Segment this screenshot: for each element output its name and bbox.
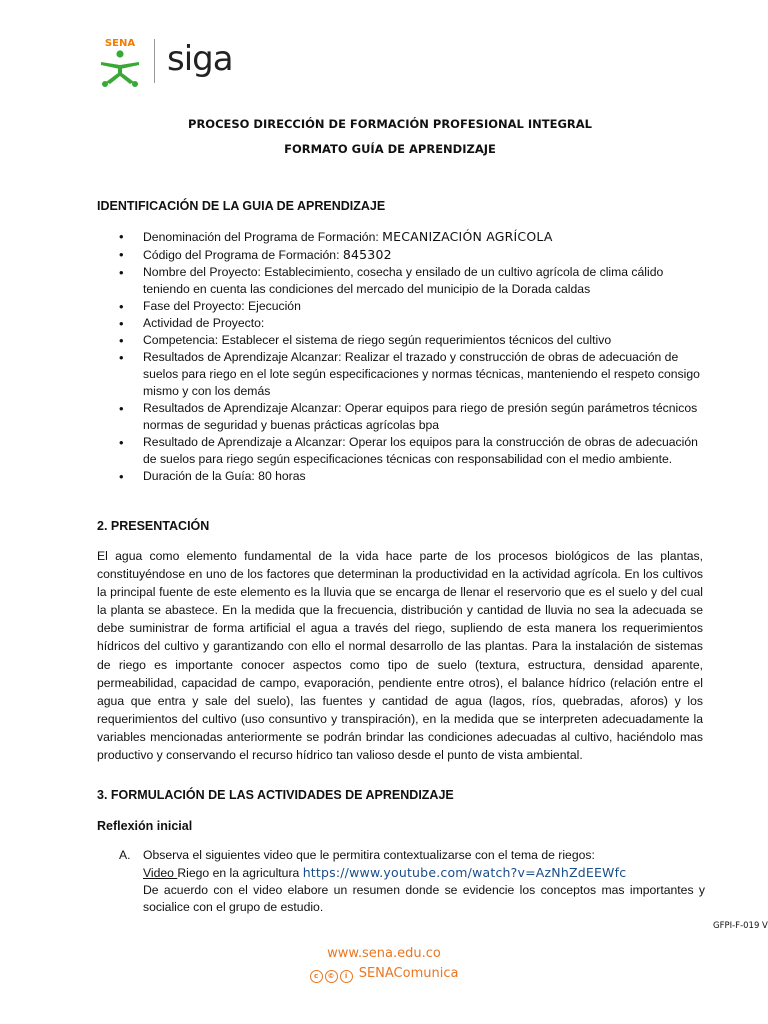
activities-list [97,847,705,916]
creative-commons-icon: c [310,970,323,983]
list-item: • Código del Programa de Formación: 845302 [97,246,707,264]
video-line [143,864,705,882]
identification-heading: IDENTIFICACIÓN DE LA GUIA DE APRENDIZAJE [97,199,386,213]
document-code: GFPI-F-019 V [713,921,768,931]
activity-task: De acuerdo con el video elabore un resumen donde se evidencie los conceptos mas importantes y socialice con el grupo de estudio. [143,883,705,914]
list-item: • Duración de la Guía: 80 horas [97,468,707,485]
presentation-paragraph: El agua como elemento fundamental de la vida hace parte de los procesos biológicos de las plantas, constituyéndose en uno de los factores que determinan la productividad en la actividad agrícola. En los cultivos la principal fuente de este elemento es la lluvia que se encarga de llenar el reservorio que es el suelo y del cual la planta se abastece. En la medida que la frecuencia, distribución y cantidad de lluvia no sea la adecuada se debe suministrar de forma artificial el agua a través del riego, supliendo de esta manera los requerimientos hídricos del cultivo y garantizando con ello el normal desarrollo de las plantas. Para la instalación de sistemas de riego es importante conocer aspectos como tipo de suelo (textura, estructura, densidad aparente, permeabilidad, capacidad de campo, evaporación, pendiente entre otros), el balance hídrico (relación entre el agua que entra y sale del suelo), las fuentes y cantidad de agua (lagos, ríos, quebradas, aforos) y los requerimientos del cultivo (uso consuntivo y transpiración), en la medida que se interpreten adecuadamente la variables mencionadas anteriormente se podrán brindar las condiciones adecuadas al cultivo, haciéndolo mas productivo y conservando el recurso hídrico tan valioso desde el punto de vista ambiental. [97,549,703,763]
sena-logo [96,36,144,86]
footer-website[interactable]: www.sena.edu.co [327,946,441,961]
list-item: • Fase del Proyecto: Ejecución [97,298,707,315]
info-icon: i [340,970,353,983]
list-item [97,847,705,916]
list-item: • Denominación del Programa de Formación: MECANIZACIÓN AGRÍCOLA [97,228,707,246]
video-label: Video [143,866,178,880]
process-title: PROCESO DIRECCIÓN DE FORMACIÓN PROFESIONAL INTEGRAL [188,117,592,131]
sena-logo-text: SENA [104,38,136,49]
youtube-link[interactable]: https://www.youtube.com/watch?v=AzNhZdEEWfc [302,865,627,880]
format-title: FORMATO GUÍA DE APRENDIZAJE [284,142,496,156]
header-logos [96,36,233,86]
list-item: • Resultado de Aprendizaje a Alcanzar: Operar los equipos para la construcción de obras de adecuación de suelos para riego según especificaciones técnicas con responsabilidad con el medio ambiente. [97,434,707,468]
list-item: • Nombre del Proyecto: Establecimiento, cosecha y ensilado de un cultivo agrícola de clima cálido teniendo en cuenta las condiciones del mercado del municipio de la Dorada caldas [97,264,707,298]
presentation-heading: 2. PRESENTACIÓN [97,519,210,533]
logo-divider [154,39,155,83]
program-code-value: 845302 [342,247,392,262]
footer-social [0,966,768,983]
sena-logo-icon [96,36,144,88]
list-marker: A. [119,848,131,862]
list-item: • Actividad de Proyecto: [97,315,707,332]
siga-logo-text: siga [167,39,233,79]
list-item: • Competencia: Establecer el sistema de riego según requerimientos técnicos del cultivo [97,332,707,349]
initial-reflection-heading: Reflexión inicial [97,819,193,833]
program-name-value: MECANIZACIÓN AGRÍCOLA [382,229,553,244]
copyright-icon: © [325,970,338,983]
activities-heading: 3. FORMULACIÓN DE LAS ACTIVIDADES DE APRENDIZAJE [97,788,454,802]
social-handle[interactable]: SENAComunica [358,966,459,981]
identification-list [97,228,707,485]
list-item: • Resultados de Aprendizaje Alcanzar: Operar equipos para riego de presión según parámetros técnicos normas de seguridad y buenas prácticas agrícolas bpa [97,400,707,434]
list-item: • Resultados de Aprendizaje Alcanzar: Realizar el trazado y construcción de obras de adecuación de suelos para riego en el lote según especificaciones y normas técnicas, manteniendo el respeto consigo mismo y con los demás [97,349,707,400]
siga-logo [167,39,233,79]
activity-instruction: Observa el siguientes video que le permitira contextualizarse con el tema de riegos: [143,848,595,862]
video-title: Riego en la agricultura [177,866,303,880]
